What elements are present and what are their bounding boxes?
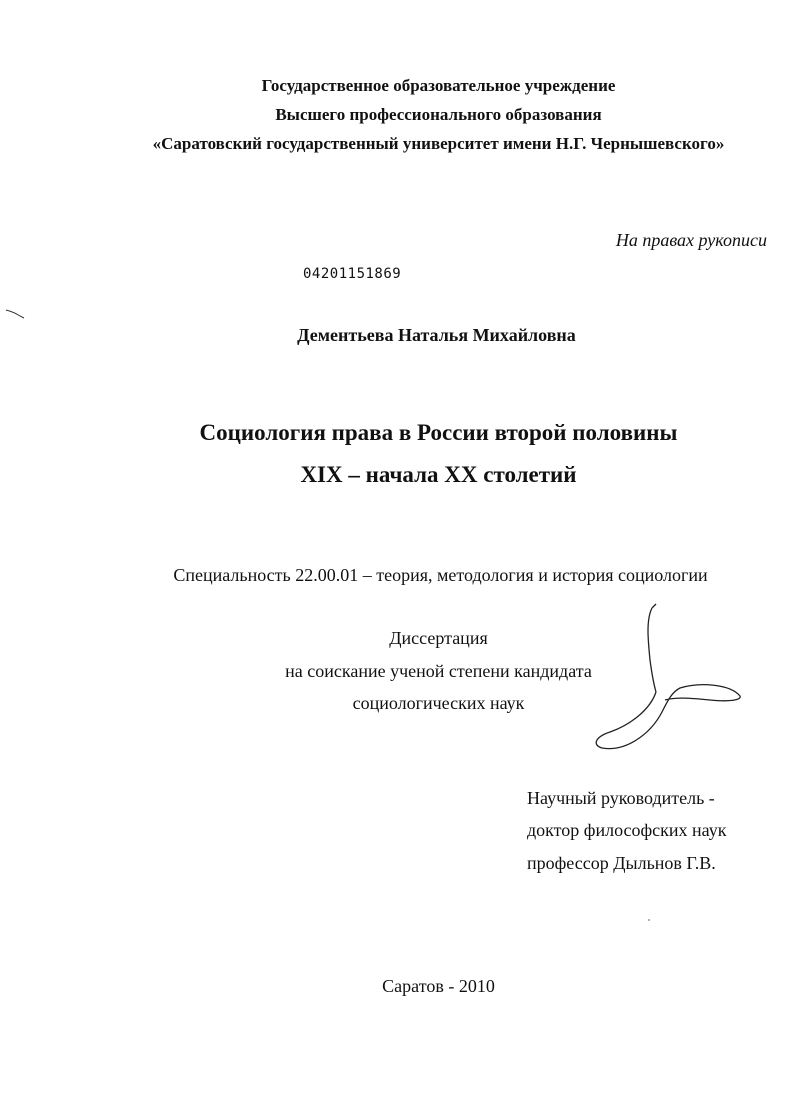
rights-note: На правах рукописи: [615, 230, 767, 250]
institution-line-2: Высшего профессионального образования: [275, 105, 602, 124]
institution-line-3: «Саратовский государственный университет имени Н.Г. Чернышевского»: [152, 134, 725, 153]
stamp-number: 04201151869: [303, 266, 402, 282]
dissertation-line-3: социологических наук: [352, 693, 525, 713]
speck-mark: [648, 919, 650, 921]
title-line-2: XIX – начала XX столетий: [300, 462, 577, 487]
supervisor-line-3: профессор Дыльнов Г.В.: [527, 853, 716, 873]
institution-line-1: Государственное образовательное учреждение: [261, 76, 616, 95]
supervisor-line-2: доктор философских наук: [527, 820, 727, 840]
supervisor-line-1: Научный руководитель -: [527, 788, 715, 808]
dissertation-line-2: на соискание ученой степени кандидата: [285, 661, 592, 681]
handwritten-signature: [580, 600, 760, 760]
title-line-1: Социология права в России второй половины: [199, 420, 678, 445]
pen-tick-mark: [4, 306, 28, 322]
dissertation-line-1: Диссертация: [389, 628, 488, 648]
author-name: Дементьева Наталья Михайловна: [297, 325, 576, 345]
city-year: Саратов - 2010: [382, 976, 495, 996]
specialty: Специальность 22.00.01 – теория, методология и история социологии: [173, 565, 708, 585]
